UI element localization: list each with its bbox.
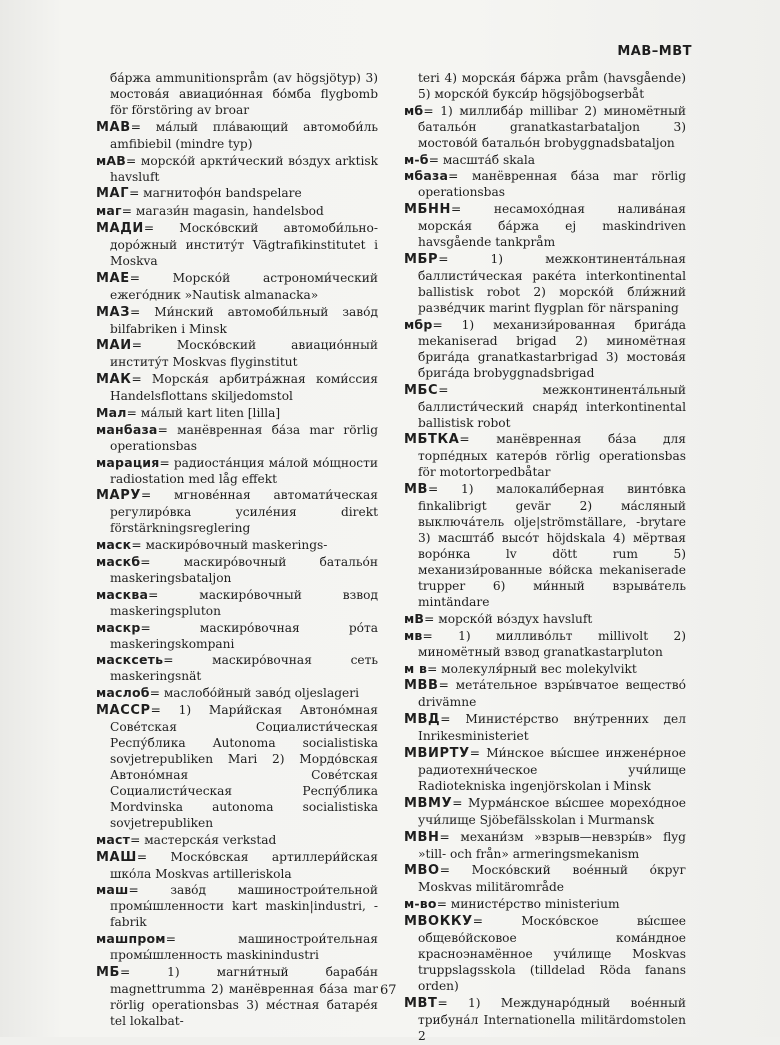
dictionary-entry <box>404 201 686 250</box>
entry-headword: МВМУ <box>404 795 453 811</box>
entry-headword: маст <box>96 831 131 847</box>
entry-headword: м в <box>404 660 428 676</box>
entry-definition: = Морско́й астрономи́ческий ежего́дник »Nautisk almanacka» <box>110 270 378 302</box>
entry-definition: = магнитофо́н bandspelare <box>129 186 302 201</box>
entry-definition: = Мурма́нское вы́сшее морехо́дное учи́лище Sjöbefälsskolan i Murmansk <box>418 795 686 827</box>
entry-headword: МАГ <box>96 186 130 202</box>
dictionary-entry <box>404 862 686 895</box>
dictionary-entry <box>96 203 378 219</box>
entry-headword: МБР <box>404 251 439 267</box>
entry-definition: = маскиро́вочный взвод maskeringspluton <box>110 587 378 618</box>
dictionary-entry <box>404 382 686 431</box>
dictionary-entry <box>96 685 378 701</box>
dictionary-entry <box>96 882 378 930</box>
entry-definition: = межконтинента́льный баллисти́ческий снаря́д interkontinental ballistisk robot <box>418 382 686 430</box>
entry-headword: мАВ <box>96 152 127 168</box>
dictionary-entry <box>404 103 686 151</box>
dictionary-entry <box>404 611 686 627</box>
entry-headword: МАИ <box>96 338 132 354</box>
entry-definition: = маскиро́вочный батальо́н maskeringsbataljon <box>110 554 378 585</box>
dictionary-entry <box>96 153 378 185</box>
entry-headword: маскб <box>96 553 141 569</box>
entry-definition: = Ми́нское вы́сшее инжене́рное радиотехни́ческое учи́лище Radiotekniska ingenjörskolan i Minsk <box>418 745 686 793</box>
entry-headword: машпром <box>96 931 166 947</box>
entry-definition: = маскиро́вочная ро́та maskeringskompani <box>110 620 378 651</box>
dictionary-entry <box>404 152 686 168</box>
entry-headword: масксеть <box>96 652 164 668</box>
right-column <box>404 70 686 1045</box>
entry-definition: = заво́д машинострои́тельной промы́шленности kart maskin|industri, -fabrik <box>110 883 378 930</box>
entry-headword: мбаза <box>404 168 449 184</box>
entry-definition: ба́ржа ammunitionspråm (av högsjötyp) 3) мостова́я авиацио́нная бо́мба flygbomb för förstöring av broar <box>110 71 378 117</box>
entry-headword: мВ <box>404 610 425 626</box>
dictionary-entry <box>96 620 378 652</box>
entry-headword: МАВ <box>96 119 131 135</box>
entry-headword: МВН <box>404 829 440 845</box>
entry-headword: маг <box>96 203 122 219</box>
entry-definition: = мета́тельное взры́вчатое вещество́ drivämne <box>418 678 686 710</box>
dictionary-entry <box>404 913 686 994</box>
entry-definition: = ма́лый пла́вающий автомоби́ль amfibiebil (mindre typ) <box>110 119 378 151</box>
entry-headword: маслоб <box>96 685 150 701</box>
entry-definition: = Моско́вский авиацио́нный институ́т Moskvas flyginstitut <box>110 338 378 370</box>
dictionary-entry <box>96 849 378 882</box>
entry-headword: маск <box>96 537 132 553</box>
entry-definition: = министе́рство ministerium <box>436 897 620 912</box>
dictionary-entry <box>404 995 686 1044</box>
entry-headword: МВВ <box>404 678 439 694</box>
dictionary-entry <box>96 652 378 684</box>
dictionary-entry <box>96 554 378 586</box>
entry-definition: = 1) малокали́берная винто́вка finkalibrigt gevär 2) ма́сляный выключа́тель olje|strömställare, -brytare 3) масшта́б высо́т höjdskala 4) мёртвая воро́нка lv dött rum 5) механизи́рованные во́йска mekaniserade trupper 6) ми́нный взрыва́тель mintändare <box>418 482 686 610</box>
entry-headword: м-б <box>404 151 429 167</box>
entry-headword: МБНН <box>404 202 452 218</box>
dictionary-entry <box>96 487 378 536</box>
dictionary-entry <box>404 628 686 660</box>
entry-headword: МВИРТУ <box>404 745 470 761</box>
entry-headword: манбаза <box>96 421 158 437</box>
entry-headword: МВ <box>404 482 429 498</box>
dictionary-entry <box>96 304 378 337</box>
dictionary-entry <box>96 270 378 303</box>
entry-headword: МВТ <box>404 995 438 1011</box>
dictionary-entry <box>404 896 686 912</box>
dictionary-entry <box>96 455 378 487</box>
dictionary-entry <box>404 481 686 610</box>
running-head: MAB–MBT <box>617 44 692 59</box>
dictionary-entry <box>404 711 686 744</box>
entry-headword: МВД <box>404 712 441 728</box>
dictionary-entry <box>96 185 378 202</box>
entry-definition: = 1) миллиба́р millibar 2) миномётный батальо́н granatkastarbataljon 3) мостово́й батальо́н brobyggnadsbataljon <box>418 103 686 150</box>
dictionary-entry <box>96 337 378 370</box>
entry-definition: = мгнове́нная автомати́ческая регулиро́вка усиле́ния direkt förstärkningsreglering <box>110 488 378 536</box>
dictionary-entry <box>404 795 686 828</box>
entry-headword: МБ <box>96 964 121 980</box>
dictionary-entry <box>96 371 378 404</box>
entry-definition: = механи́зм »взрыв—невзры́в» flyg »till- och från» armeringsmekanism <box>418 829 686 861</box>
entry-headword: МАК <box>96 372 132 388</box>
entry-definition: = морско́й во́здух havsluft <box>424 611 593 626</box>
entry-headword: маскр <box>96 619 141 635</box>
entry-definition: = маскиро́вочная сеть maskeringsnät <box>110 653 378 684</box>
entry-definition: = Моско́вский вое́нный о́круг Moskvas militärområde <box>418 863 686 895</box>
dictionary-entry <box>96 931 378 963</box>
entry-definition: = Ми́нский автомоби́льный заво́д bilfabriken i Minsk <box>110 304 378 336</box>
dictionary-entry <box>404 70 686 102</box>
entry-definition: = Моско́вский автомоби́льно-доро́жный институ́т Vägtrafikinstitutet i Moskva <box>110 220 378 268</box>
dictionary-entry <box>96 964 378 1029</box>
entry-headword: МБС <box>404 382 439 398</box>
entry-definition: = машинострои́тельная промы́шленность maskinindustri <box>110 932 378 963</box>
dictionary-entry <box>404 661 686 677</box>
dictionary-entry <box>404 677 686 710</box>
dictionary-entry <box>96 702 378 831</box>
entry-definition: = манёвренная ба́за mar rörlig operationsbas <box>418 169 686 200</box>
entry-headword: МАДИ <box>96 220 144 236</box>
entry-definition: = ма́лый kart liten [lilla] <box>126 405 281 420</box>
entry-headword: марация <box>96 454 160 470</box>
entry-definition: = 1) магни́тный бараба́н magnettrumma 2) манёвренная ба́за mar rörlig operationsbas 3) ме́стная батаре́я tel lokalbat- <box>110 964 378 1028</box>
entry-headword: МВОККУ <box>404 913 473 929</box>
entry-headword: МАШ <box>96 849 137 865</box>
entry-headword: м-во <box>404 896 437 912</box>
dictionary-entry <box>404 745 686 794</box>
entry-definition: = маскиро́вочный maskerings- <box>131 538 328 553</box>
entry-headword: масква <box>96 586 149 602</box>
entry-definition: = Моско́вское вы́сшее общево́йсковое кома́ндное красноэнамённое учи́лище Moskvas truppslagsskola (tilldelad Röda fanans orden) <box>418 913 686 993</box>
entry-headword: МБТКА <box>404 432 460 448</box>
left-column <box>96 70 378 1030</box>
dictionary-entry <box>96 537 378 553</box>
dictionary-entry <box>404 431 686 480</box>
entry-definition: teri 4) морска́я ба́ржа pråm (havsgående) 5) морско́й букси́р högsjöbogserbåt <box>418 71 686 101</box>
entry-definition: = Министе́рство вну́тренних дел Inrikesministeriet <box>418 712 686 744</box>
dictionary-entry <box>404 251 686 316</box>
entry-definition: = магази́н magasin, handelsbod <box>121 204 324 219</box>
entry-headword: МАРУ <box>96 488 141 504</box>
dictionary-entry <box>96 220 378 269</box>
entry-headword: МАЕ <box>96 270 130 286</box>
entry-definition: = 1) милливо́льт millivolt 2) миномётный взвод granatkastarpluton <box>418 628 686 659</box>
entry-definition: = Морска́я арбитра́жная коми́ссия Handelsflottans skiljedomstol <box>110 372 378 404</box>
entry-definition: = масшта́б skala <box>428 152 536 167</box>
entry-definition: = молекуля́рный вес molekylvikt <box>427 661 637 676</box>
entry-definition: = 1) Междунаро́дный вое́нный трибуна́л Internationella militärdomstolen 2 <box>418 995 686 1043</box>
entry-headword: мв <box>404 627 423 643</box>
dictionary-entry <box>96 119 378 152</box>
dictionary-entry <box>96 70 378 118</box>
entry-definition: = манёвренная ба́за для торпе́дных катеро́в rörlig operationsbas för motortorpedbåtar <box>418 432 686 480</box>
dictionary-entry <box>96 832 378 848</box>
dictionary-entry <box>96 587 378 619</box>
entry-definition: = Моско́вская артиллери́йская шко́ла Moskvas artilleriskola <box>110 849 378 881</box>
dictionary-entry <box>404 168 686 200</box>
entry-headword: МАССР <box>96 702 151 718</box>
dictionary-entry <box>404 829 686 862</box>
entry-definition: = 1) Мари́йская Автоно́мная Сове́тская Социалисти́ческая Респу́блика Autonoma socialistiska sovjetrepubliken Mari 2) Мордо́вская Автоно́мная Сове́тская Социалисти́ческая Респу́блика Mordvinska autonoma socialistiska sovjetrepubliken <box>110 702 378 830</box>
entry-definition: = манёвренная ба́за mar rörlig operationsbas <box>110 422 378 453</box>
entry-headword: мбр <box>404 316 433 332</box>
entry-definition: = мастерска́я verkstad <box>130 832 277 847</box>
entry-headword: Мал <box>96 404 127 420</box>
dictionary-entry <box>96 405 378 421</box>
entry-definition: = 1) межконтинента́льная баллисти́ческая раке́та interkontinental ballistisk robot 2) морско́й бли́жний разве́дчик marint flygplan för närspaning <box>418 251 686 315</box>
entry-definition: = маслобо́йный заво́д oljeslageri <box>149 686 359 701</box>
entry-definition: = морско́й аркти́ческий во́здух arktisk havsluft <box>110 153 378 184</box>
entry-headword: МАЗ <box>96 304 131 320</box>
page-number: 67 <box>380 983 397 998</box>
entry-definition: = радиоста́нция ма́лой мо́щности radiostation med låg effekt <box>110 455 378 486</box>
entry-headword: маш <box>96 882 129 898</box>
entry-definition: = 1) механизи́рованная брига́да mekaniserad brigad 2) миномётная брига́да granatkastarbrigad 3) мостова́я брига́да brobyggnadsbrigad <box>418 317 686 380</box>
entry-headword: мб <box>404 102 424 118</box>
dictionary-entry <box>404 317 686 381</box>
entry-headword: МВО <box>404 863 440 879</box>
entry-definition: = несамохо́дная налива́ная морска́я ба́ржа ej maskindriven havsgående tankpråm <box>418 202 686 250</box>
dictionary-entry <box>96 422 378 454</box>
